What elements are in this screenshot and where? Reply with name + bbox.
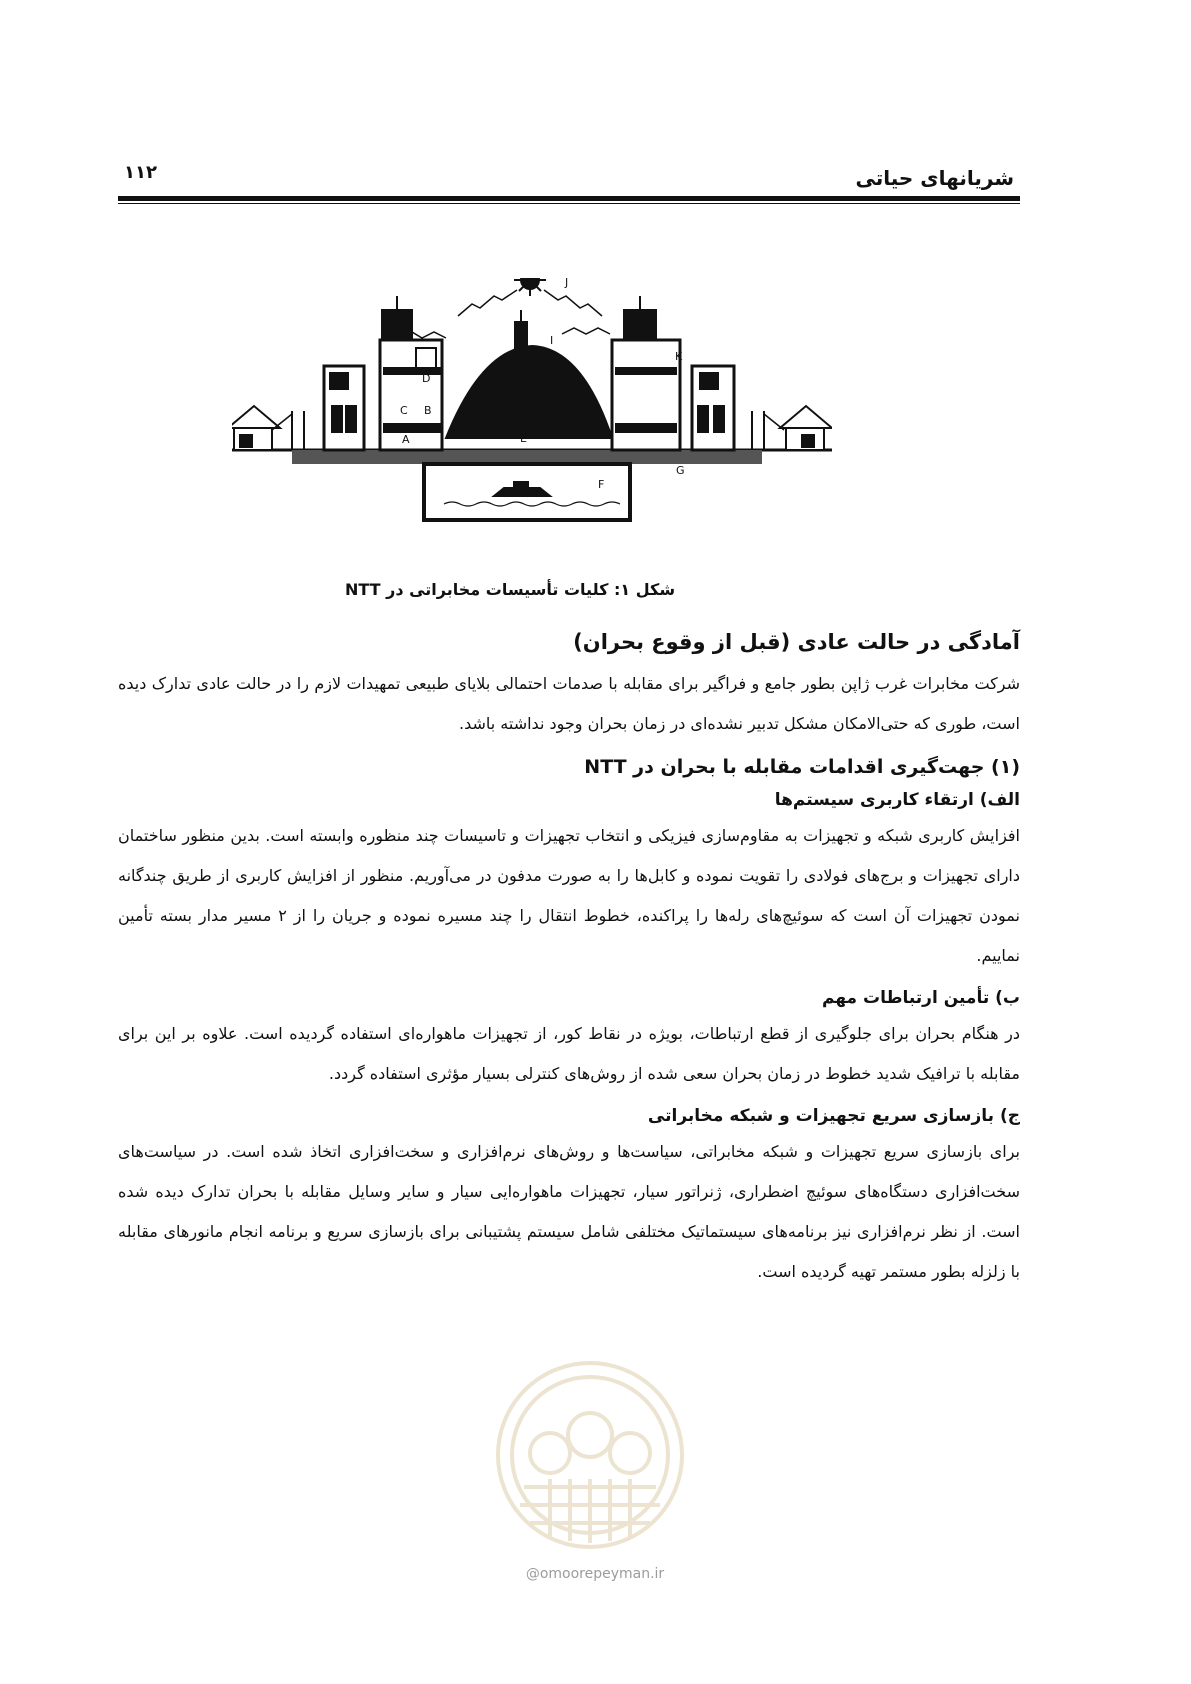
paragraph-c: برای بازسازی سریع تجهیزات و شبکه مخابراتی، سیاست‌ها و روش‌های نرم‌افزاری و سخت‌افزاری اتخاذ شده است. در سیاست‌های سخت‌افزاری دستگاه‌های سوئیچ اضطراری، ژنراتور سیار، تجهیزات ماهواره‌ایی سیار و سایر وسایل مقابله با بحران تدارک دیده شده است. از نظر نرم‌افزاری نیز برنامه‌های سیستماتیک مختلفی شامل سیستم پشتیبانی برای بازسازی سریع و برنامه انجام مانورهای مقابله با زلزله بطور مستمر تهیه گردیده است. (118, 1142, 1020, 1281)
satellite-icon (514, 278, 546, 296)
label-j: J (565, 278, 569, 289)
page-number: ۱۱۲ (124, 162, 157, 183)
label-g: G (676, 464, 685, 477)
telecom-facilities-diagram (232, 278, 832, 568)
diagram-svg (232, 278, 832, 568)
header-rule-thick (118, 196, 1020, 201)
subhead-b: ب) تأمین ارتباطات مهم (821, 988, 1020, 1008)
label-e: E (520, 432, 527, 445)
intro-paragraph: شرکت مخابرات غرب ژاپن بطور جامع و فراگیر برای مقابله با صدمات احتمالی بلایای طبیعی تمهیدات لازم را در حالت عادی تدارک دیده است، طوری که حتی‌الامکان مشکل تدبیر نشده‌ای در زمان بحران وجود نداشته باشد. (118, 674, 1020, 733)
watermark-seal (490, 1345, 690, 1565)
subhead-a: الف) ارتقاء کاربری سیستم‌ها (774, 790, 1020, 810)
label-d: D (422, 372, 431, 385)
label-i: I (550, 334, 554, 347)
subsection-heading-1: (۱) جهت‌گیری اقدامات مقابله با بحران در NTT (584, 756, 1020, 778)
paragraph-a: افزایش کاربری شبکه و تجهیزات به مقاوم‌سازی فیزیکی و انتخاب تجهیزات و تاسیسات چند منظوره وابسته است. بدین منظور ساختمان دارای تجهیزات و برج‌های فولادی را تقویت نموده و کابل‌ها را به صورت مدفون در می‌آوریم. منظور از افزایش کاربری از طریق چندگانه نمودن تجهیزات آن است که سوئیچ‌های رله‌ها را پراکنده، خطوط انتقال را چند مسیره نموده و جریان را از ۲ مسیر مدار بسته تأمین نماییم. (118, 826, 1020, 965)
running-head (118, 156, 1020, 196)
watermark-seal-icon (490, 1345, 690, 1565)
subhead-c: ج) بازسازی سریع تجهیزات و شبکه مخابراتی (647, 1106, 1020, 1126)
header-rule-thin (118, 203, 1020, 204)
figure-caption: شکل ۱: کلیات تأسیسات مخابراتی در NTT (344, 580, 676, 599)
running-title: شریانهای حیاتی (855, 166, 1014, 190)
watermark-url: @omoorepeyman.ir (525, 1566, 665, 1582)
label-c: C (400, 404, 408, 417)
label-f: F (598, 478, 605, 491)
label-a: A (402, 433, 410, 446)
main-content (118, 630, 1020, 1296)
label-b: B (424, 404, 432, 417)
label-k: K (675, 350, 683, 363)
paragraph-b: در هنگام بحران برای جلوگیری از قطع ارتباطات، بویژه در نقاط کور، از تجهیزات ماهواره‌ای استفاده گردیده است. علاوه بر این برای مقابله با ترافیک شدید خطوط در زمان بحران سعی شده از روش‌های کنترلی بسیار مؤثری استفاده گردد. (118, 1024, 1020, 1083)
section-heading: آمادگی در حالت عادی (قبل از وقوع بحران) (573, 630, 1020, 654)
